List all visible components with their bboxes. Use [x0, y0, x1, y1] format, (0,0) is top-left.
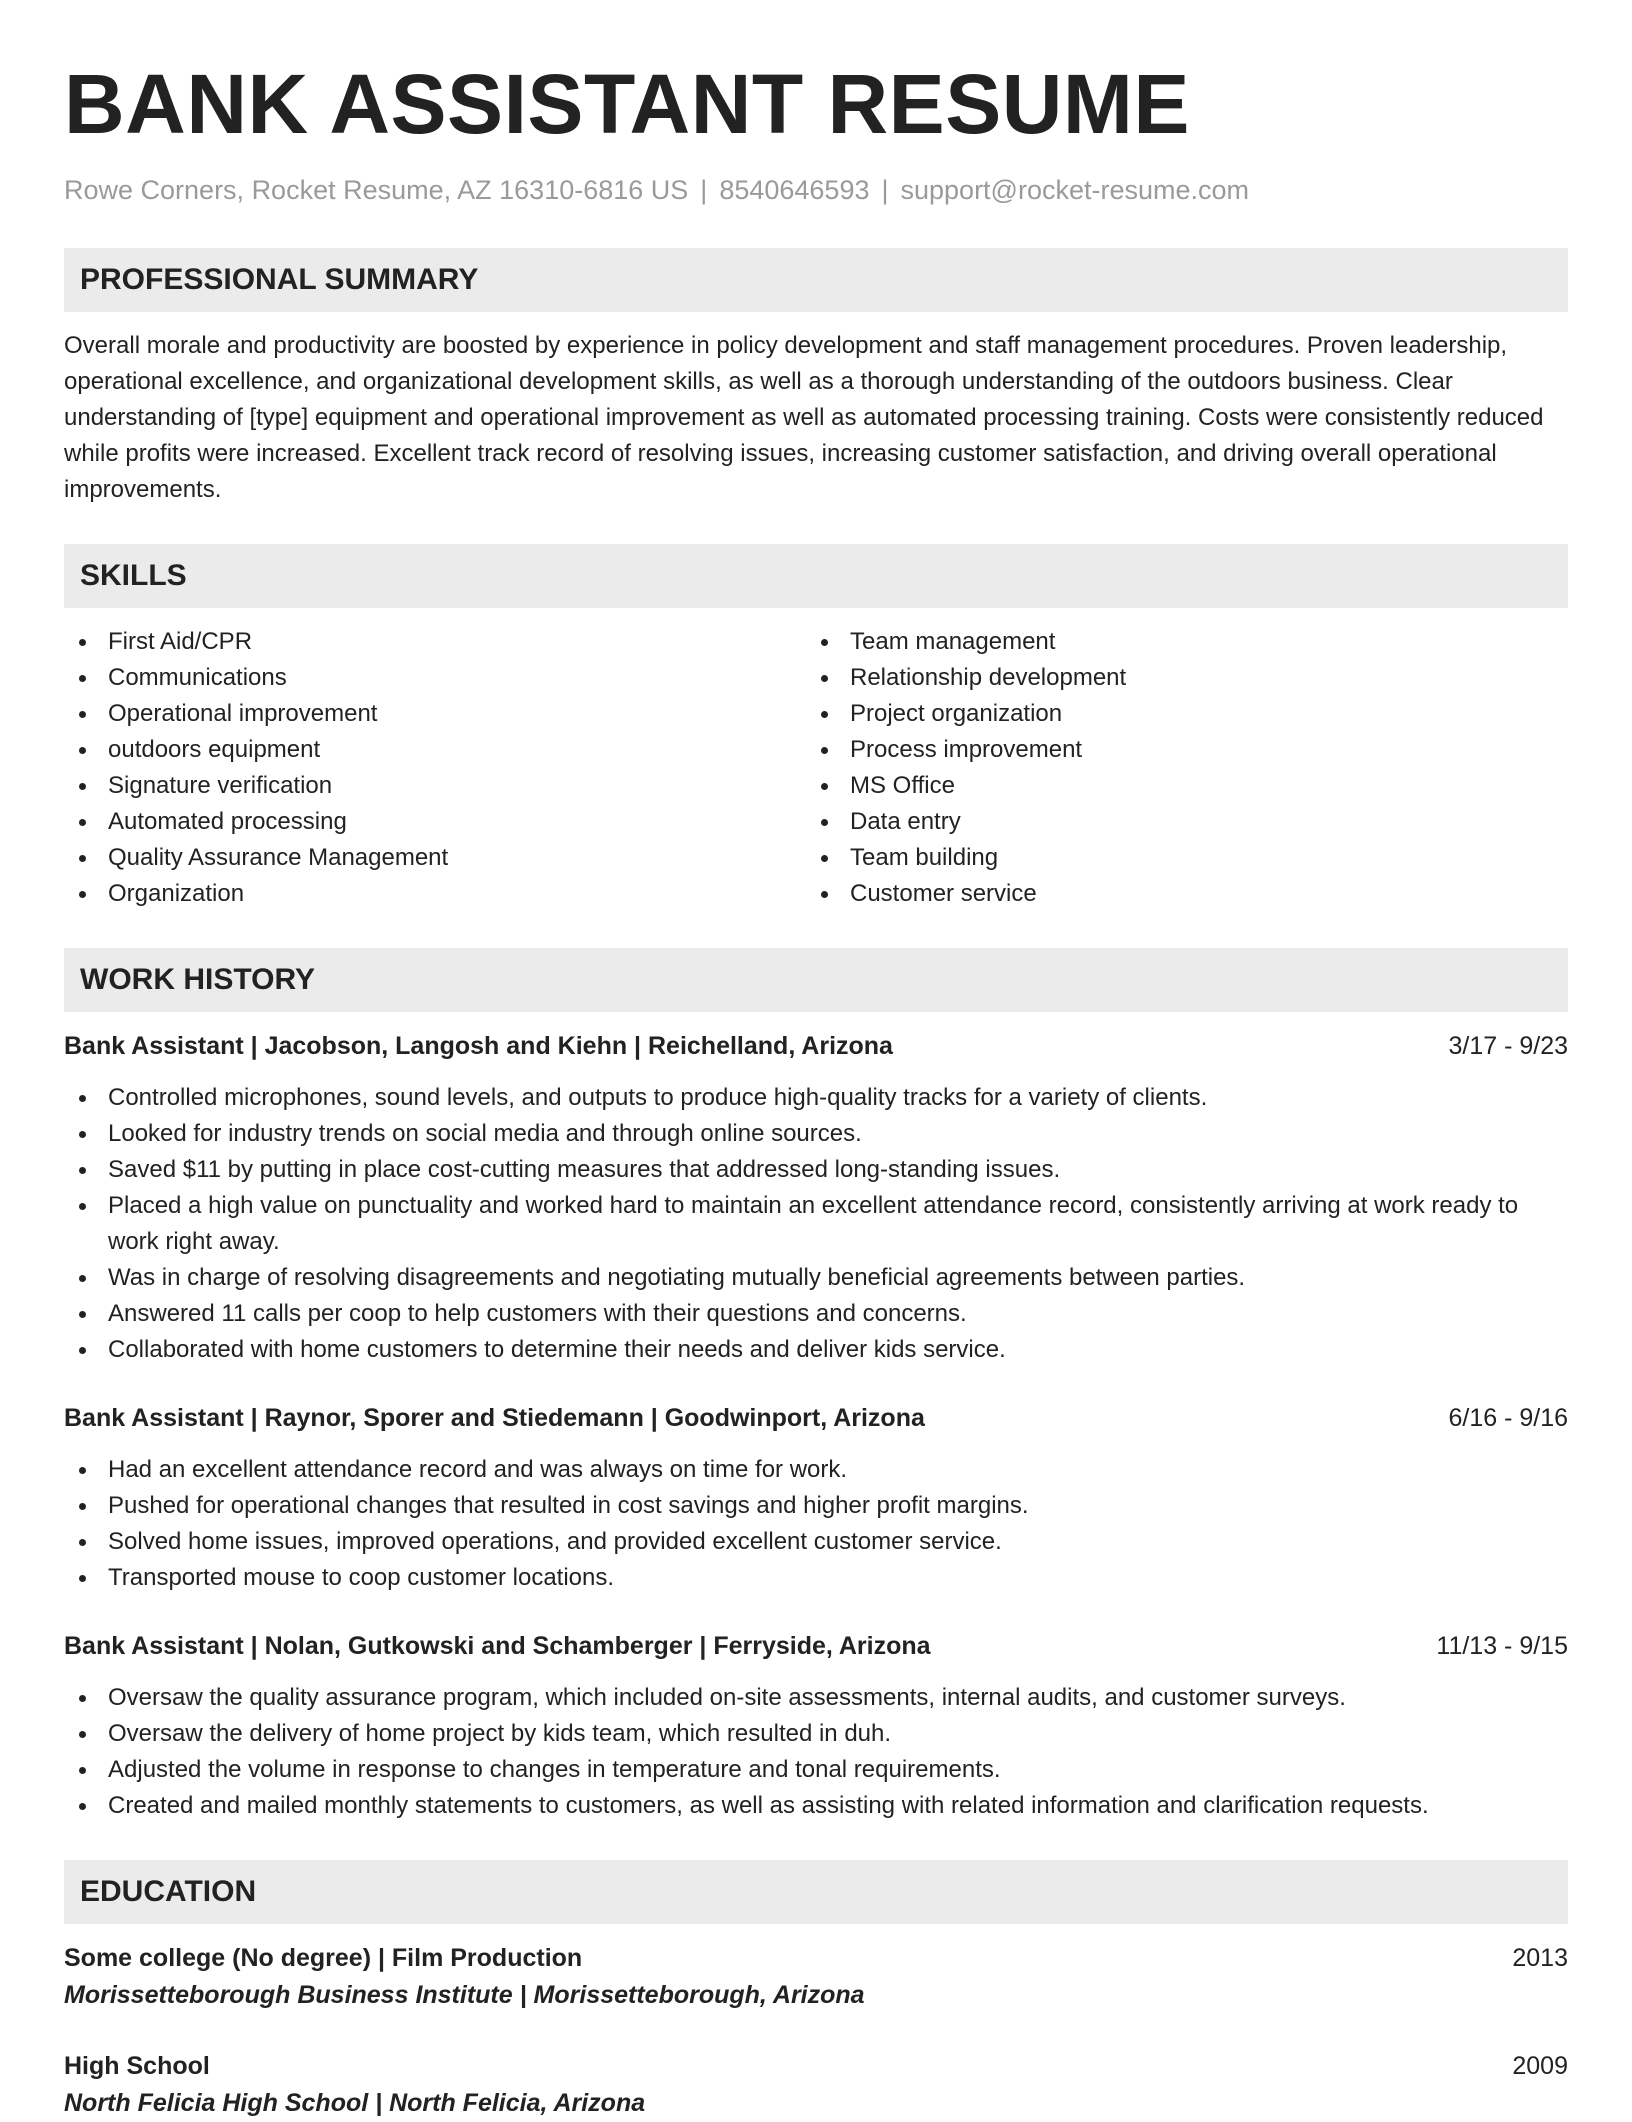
job-bullets: [64, 1452, 1568, 1596]
job-dates: 6/16 - 9/16: [1448, 1404, 1568, 1432]
phone-text: 8540646593: [719, 175, 870, 205]
job-bullet: Collaborated with home customers to determine their needs and deliver kids service.: [64, 1332, 1568, 1368]
address-text: Rowe Corners, Rocket Resume, AZ 16310-6816 US: [64, 175, 689, 205]
job-bullet: Transported mouse to coop customer locations.: [64, 1560, 1568, 1596]
job-bullets: [64, 1680, 1568, 1824]
skill-item: Data entry: [806, 804, 1548, 840]
skill-item: Automated processing: [64, 804, 806, 840]
job-bullet: Was in charge of resolving disagreements and negotiating mutually beneficial agreements between parties.: [64, 1260, 1568, 1296]
job-title: Bank Assistant | Nolan, Gutkowski and Schamberger | Ferryside, Arizona: [64, 1632, 931, 1660]
job-header: [64, 1400, 1568, 1436]
work-history-heading: WORK HISTORY: [64, 948, 1568, 1012]
education-heading: EDUCATION: [64, 1860, 1568, 1924]
job-bullet: Solved home issues, improved operations, and provided excellent customer service.: [64, 1524, 1568, 1560]
skill-item: Team management: [806, 624, 1548, 660]
job-header: [64, 1628, 1568, 1664]
skill-item: Communications: [64, 660, 806, 696]
job-bullet: Looked for industry trends on social media and through online sources.: [64, 1116, 1568, 1152]
job-bullet: Adjusted the volume in response to changes in temperature and tonal requirements.: [64, 1752, 1568, 1788]
skill-item: Customer service: [806, 876, 1548, 912]
skill-item: Process improvement: [806, 732, 1548, 768]
skills-column-right: [806, 624, 1548, 912]
summary-heading: PROFESSIONAL SUMMARY: [64, 248, 1568, 312]
skill-item: Quality Assurance Management: [64, 840, 806, 876]
job-bullet: Saved $11 by putting in place cost-cutting measures that addressed long-standing issues.: [64, 1152, 1568, 1188]
job-dates: 3/17 - 9/23: [1448, 1032, 1568, 1060]
education-header: [64, 1940, 1568, 1976]
email-text: support@rocket-resume.com: [900, 175, 1250, 205]
education-entry: [64, 1940, 1568, 2014]
job-bullet: Answered 11 calls per coop to help customers with their questions and concerns.: [64, 1296, 1568, 1332]
contact-separator: |: [881, 175, 889, 205]
skills-heading: SKILLS: [64, 544, 1568, 608]
skill-item: Operational improvement: [64, 696, 806, 732]
education-degree: High School: [64, 2052, 210, 2080]
skill-item: Project organization: [806, 696, 1548, 732]
education-school: North Felicia High School | North Felicia, Arizona: [64, 2089, 646, 2117]
job-entry: [64, 1628, 1568, 1824]
summary-text: Overall morale and productivity are boosted by experience in policy development and staff management procedures. Proven leadership, operational excellence, and organizational development skills, as well as a thorough understanding of the outdoors business. Clear understanding of [type] equipment and operational improvement as well as automated processing training. Costs were consistently reduced while profits were increased. Excellent track record of resolving issues, increasing customer satisfaction, and driving overall operational improvements.: [64, 332, 1544, 503]
resume-title: BANK ASSISTANT RESUME: [64, 57, 1190, 151]
education-year: 2009: [1512, 2052, 1568, 2080]
contact-line: [64, 172, 1568, 208]
skill-item: Team building: [806, 840, 1548, 876]
job-bullet: Had an excellent attendance record and was always on time for work.: [64, 1452, 1568, 1488]
job-title: Bank Assistant | Raynor, Sporer and Stiedemann | Goodwinport, Arizona: [64, 1404, 925, 1432]
skill-item: Relationship development: [806, 660, 1548, 696]
education-entry: [64, 2048, 1568, 2122]
skill-item: outdoors equipment: [64, 732, 806, 768]
job-entry: [64, 1400, 1568, 1596]
job-header: [64, 1028, 1568, 1064]
contact-separator: |: [700, 175, 708, 205]
education-degree: Some college (No degree) | Film Production: [64, 1944, 583, 1972]
job-bullet: Controlled microphones, sound levels, and outputs to produce high-quality tracks for a variety of clients.: [64, 1080, 1568, 1116]
resume-page: [64, 56, 1568, 2122]
job-title: Bank Assistant | Jacobson, Langosh and Kiehn | Reichelland, Arizona: [64, 1032, 893, 1060]
job-bullet: Oversaw the delivery of home project by kids team, which resulted in duh.: [64, 1716, 1568, 1752]
education-header: [64, 2048, 1568, 2084]
job-entry: [64, 1028, 1568, 1368]
job-bullet: Oversaw the quality assurance program, which included on-site assessments, internal audits, and customer surveys.: [64, 1680, 1568, 1716]
skills-list: [64, 624, 1568, 912]
skill-item: First Aid/CPR: [64, 624, 806, 660]
job-bullets: [64, 1080, 1568, 1368]
skill-item: Signature verification: [64, 768, 806, 804]
skills-column-left: [64, 624, 806, 912]
job-bullet: Placed a high value on punctuality and worked hard to maintain an excellent attendance record, consistently arriving at work ready to work right away.: [64, 1188, 1568, 1260]
job-bullet: Created and mailed monthly statements to customers, as well as assisting with related information and clarification requests.: [64, 1788, 1568, 1824]
job-dates: 11/13 - 9/15: [1436, 1632, 1568, 1660]
job-bullet: Pushed for operational changes that resulted in cost savings and higher profit margins.: [64, 1488, 1568, 1524]
skill-item: MS Office: [806, 768, 1548, 804]
skill-item: Organization: [64, 876, 806, 912]
education-school: Morissetteborough Business Institute | Morissetteborough, Arizona: [64, 1981, 865, 2009]
education-year: 2013: [1512, 1944, 1568, 1972]
